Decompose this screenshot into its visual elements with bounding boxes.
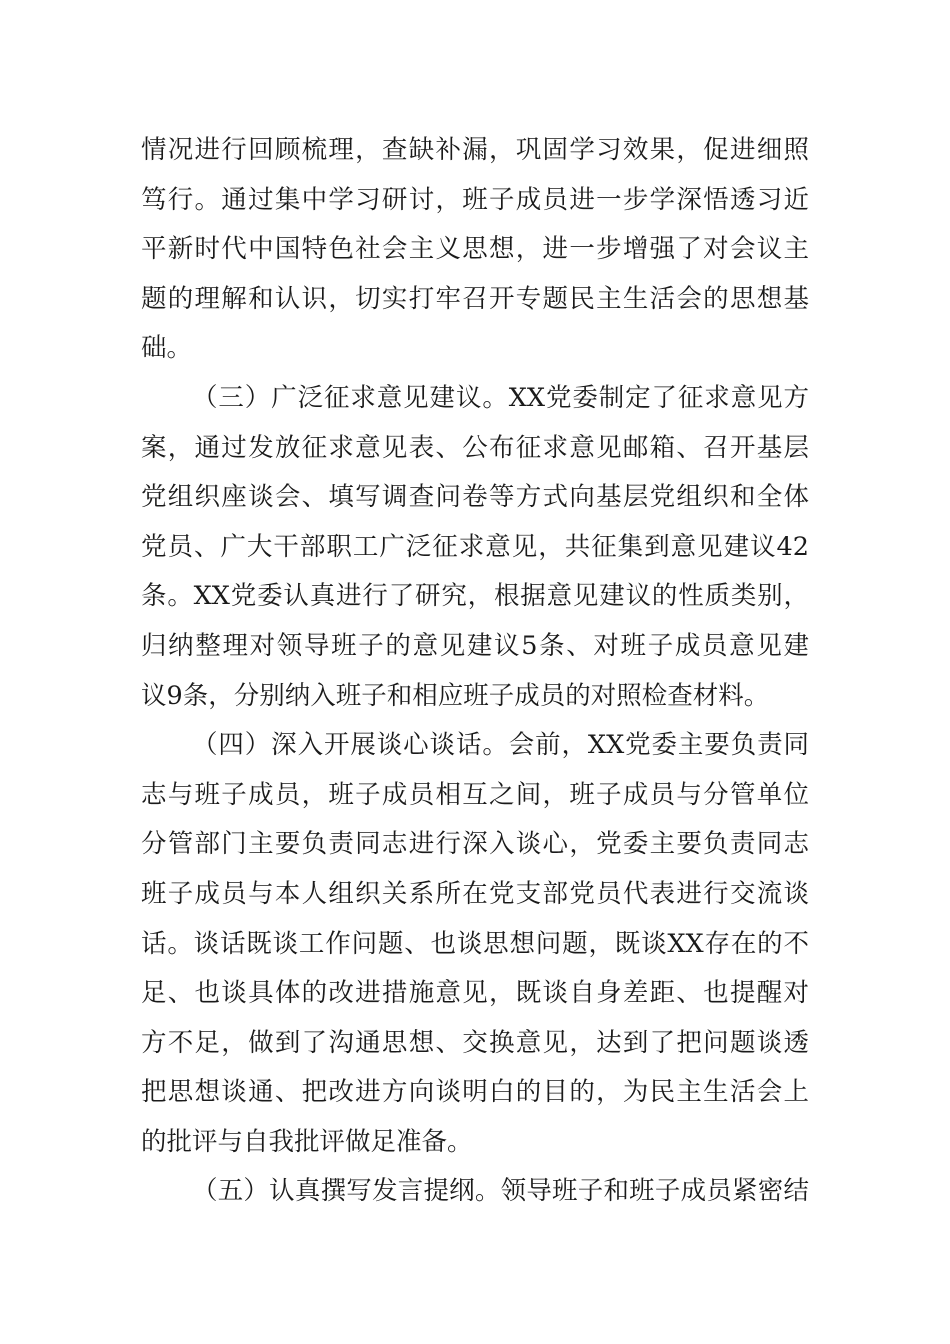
paragraph-first-line: （五）认真撰写发言提纲。领导班子和班子成员紧密结 xyxy=(192,1176,809,1207)
text-line: 案，通过发放征求意见表、公布征求意见邮箱、召开基层 xyxy=(141,432,809,463)
text-line: 题的理解和认识，切实打牢召开专题民主生活会的思想基 xyxy=(141,283,809,314)
text-line: 方不足，做到了沟通思想、交换意见，达到了把问题谈透 xyxy=(141,1027,809,1058)
text-line: 把思想谈通、把改进方向谈明白的目的，为民主生活会上 xyxy=(141,1077,809,1108)
document-body xyxy=(141,126,809,1217)
text-line: 班子成员与本人组织关系所在党支部党员代表进行交流谈 xyxy=(141,878,809,909)
text-line: 平新时代中国特色社会主义思想，进一步增强了对会议主 xyxy=(141,234,809,265)
text-line: 党组织座谈会、填写调查问卷等方式向基层党组织和全体 xyxy=(141,482,809,513)
paragraph-first-line: （三）广泛征求意见建议。XX党委制定了征求意见方 xyxy=(192,382,809,413)
text-line: 党员、广大干部职工广泛征求意见，共征集到意见建议42 xyxy=(141,531,809,562)
paragraph-first-line: （四）深入开展谈心谈话。会前，XX党委主要负责同 xyxy=(192,730,809,761)
text-line: 的批评与自我批评做足准备。 xyxy=(141,1126,473,1157)
text-line: 议9条，分别纳入班子和相应班子成员的对照检查材料。 xyxy=(141,680,770,711)
text-line: 情况进行回顾梳理，查缺补漏，巩固学习效果，促进细照 xyxy=(141,135,809,165)
text-line: 条。XX党委认真进行了研究，根据意见建议的性质类别， xyxy=(141,581,809,612)
text-line: 础。 xyxy=(141,333,193,364)
text-line: 归纳整理对领导班子的意见建议5条、对班子成员意见建 xyxy=(141,630,809,661)
text-line: 话。谈话既谈工作问题、也谈思想问题，既谈XX存在的不 xyxy=(141,928,809,959)
text-line: 志与班子成员，班子成员相互之间，班子成员与分管单位 xyxy=(141,779,809,810)
text-line: 笃行。通过集中学习研讨，班子成员进一步学深悟透习近 xyxy=(141,184,809,215)
text-line: 分管部门主要负责同志进行深入谈心，党委主要负责同志 xyxy=(141,829,809,860)
text-line: 足、也谈具体的改进措施意见，既谈自身差距、也提醒对 xyxy=(141,978,809,1009)
